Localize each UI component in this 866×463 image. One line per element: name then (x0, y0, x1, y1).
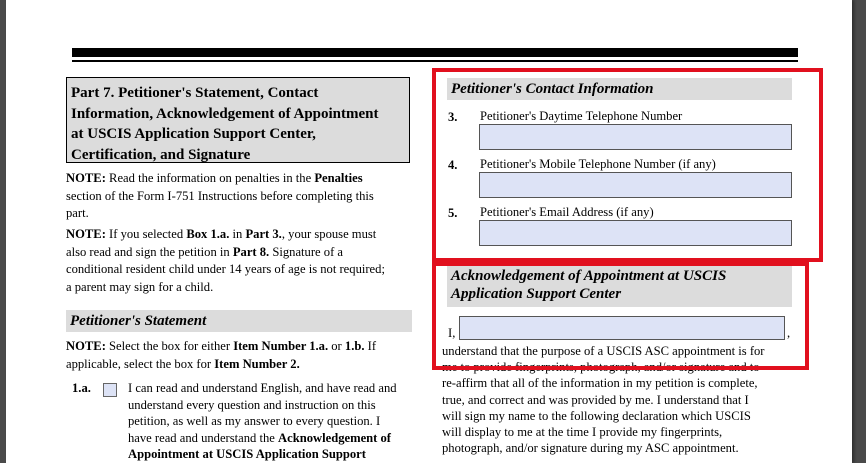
email-input[interactable] (479, 220, 792, 246)
note-text: Signature of a (269, 244, 344, 259)
note-spouse (66, 226, 412, 296)
part-header-line: Information, Acknowledgement of Appointment (71, 105, 379, 122)
ack-text (442, 343, 792, 456)
note-emph: 1.b. (344, 339, 365, 353)
item-text: have read and understand the (128, 430, 279, 445)
ack-line: me to provide fingerprints, photograph, and/or signature and to (442, 360, 760, 375)
note-label: NOTE: (66, 227, 106, 241)
item-1a-checkbox[interactable] (103, 383, 117, 397)
ack-header-line: Acknowledgement of Appointment at USCIS (451, 268, 727, 284)
ack-name-input[interactable] (459, 316, 785, 340)
mobile-phone-label: Petitioner's Mobile Telephone Number (if any) (480, 157, 716, 171)
item-text: petition, as well as my answer to every question. I (128, 414, 381, 429)
item-text: I can read and understand English, and have read and (128, 381, 397, 395)
top-rule-thin (72, 60, 798, 62)
note-text: section of the Form I-751 Instructions before completing this (66, 188, 374, 203)
note-text: or (328, 339, 345, 353)
part-header-line: Part 7. Petitioner's Statement, Contact (71, 85, 319, 101)
note-text: If (364, 339, 377, 353)
daytime-phone-label: Petitioner's Daytime Telephone Number (480, 109, 683, 123)
ack-comma: , (787, 326, 791, 340)
item-4-number: 4. (448, 158, 458, 172)
daytime-phone-input[interactable] (479, 124, 792, 150)
note-text: Select the box for either (105, 339, 234, 353)
ack-line: understand that the purpose of a USCIS ASC appointment is for (442, 344, 765, 358)
note-text: Read the information on penalties in the (105, 171, 315, 185)
note-select (66, 338, 412, 373)
email-label: Petitioner's Email Address (if any) (480, 205, 654, 219)
item-text: understand every question and instruction on this (128, 397, 376, 412)
note-label: NOTE: (66, 339, 106, 353)
note-text: conditional resident child under 14 years of age is not required; (66, 262, 385, 277)
item-3-number: 3. (448, 110, 458, 124)
item-emph: Acknowledgement of (278, 430, 391, 445)
ack-line: will display to me at the time I provide my fingerprints, (442, 425, 723, 440)
note-text: in (229, 227, 246, 241)
note-text: If you selected (105, 227, 187, 241)
ack-i-label: I, (448, 326, 456, 340)
ack-line: re-affirm that all of the information in my petition is complete, (442, 376, 758, 391)
note-emph: Box 1.a. (186, 227, 230, 241)
note-emph: Penalties (314, 171, 363, 185)
ack-line: photograph, and/or signature during my ASC appointment. (442, 441, 739, 456)
statement-header: Petitioner's Statement (66, 310, 412, 332)
note-text: a parent may sign for a child. (66, 279, 214, 294)
ack-header (447, 265, 792, 307)
note-text: part. (66, 206, 89, 221)
contact-header: Petitioner's Contact Information (447, 78, 792, 100)
note-emph: Part 3. (245, 227, 282, 241)
item-1a-text (128, 380, 418, 463)
top-rule (72, 48, 798, 57)
ack-line: true, and correct and was provided by me. I understand that I (442, 392, 749, 407)
note-penalties (66, 170, 412, 223)
ack-line: will sign my name to the following declaration which USCIS (442, 408, 751, 423)
note-emph: Item Number 1.a. (233, 339, 329, 353)
note-emph: Part 8. (232, 244, 270, 259)
item-5-number: 5. (448, 206, 458, 220)
note-text: also read and sign the petition in (66, 244, 233, 259)
item-1a-number: 1.a. (72, 381, 91, 395)
item-emph: Appointment at USCIS Application Support (128, 447, 366, 462)
mobile-phone-input[interactable] (479, 172, 792, 198)
part-header-line: Certification, and Signature (71, 146, 251, 163)
part7-header (66, 77, 410, 163)
part-header-line: at USCIS Application Support Center, (71, 126, 316, 142)
note-text: applicable, select the box for (66, 356, 215, 371)
note-emph: Item Number 2. (214, 356, 300, 371)
note-text: , your spouse must (281, 227, 377, 241)
note-label: NOTE: (66, 171, 106, 185)
ack-header-line: Application Support Center (451, 286, 622, 302)
